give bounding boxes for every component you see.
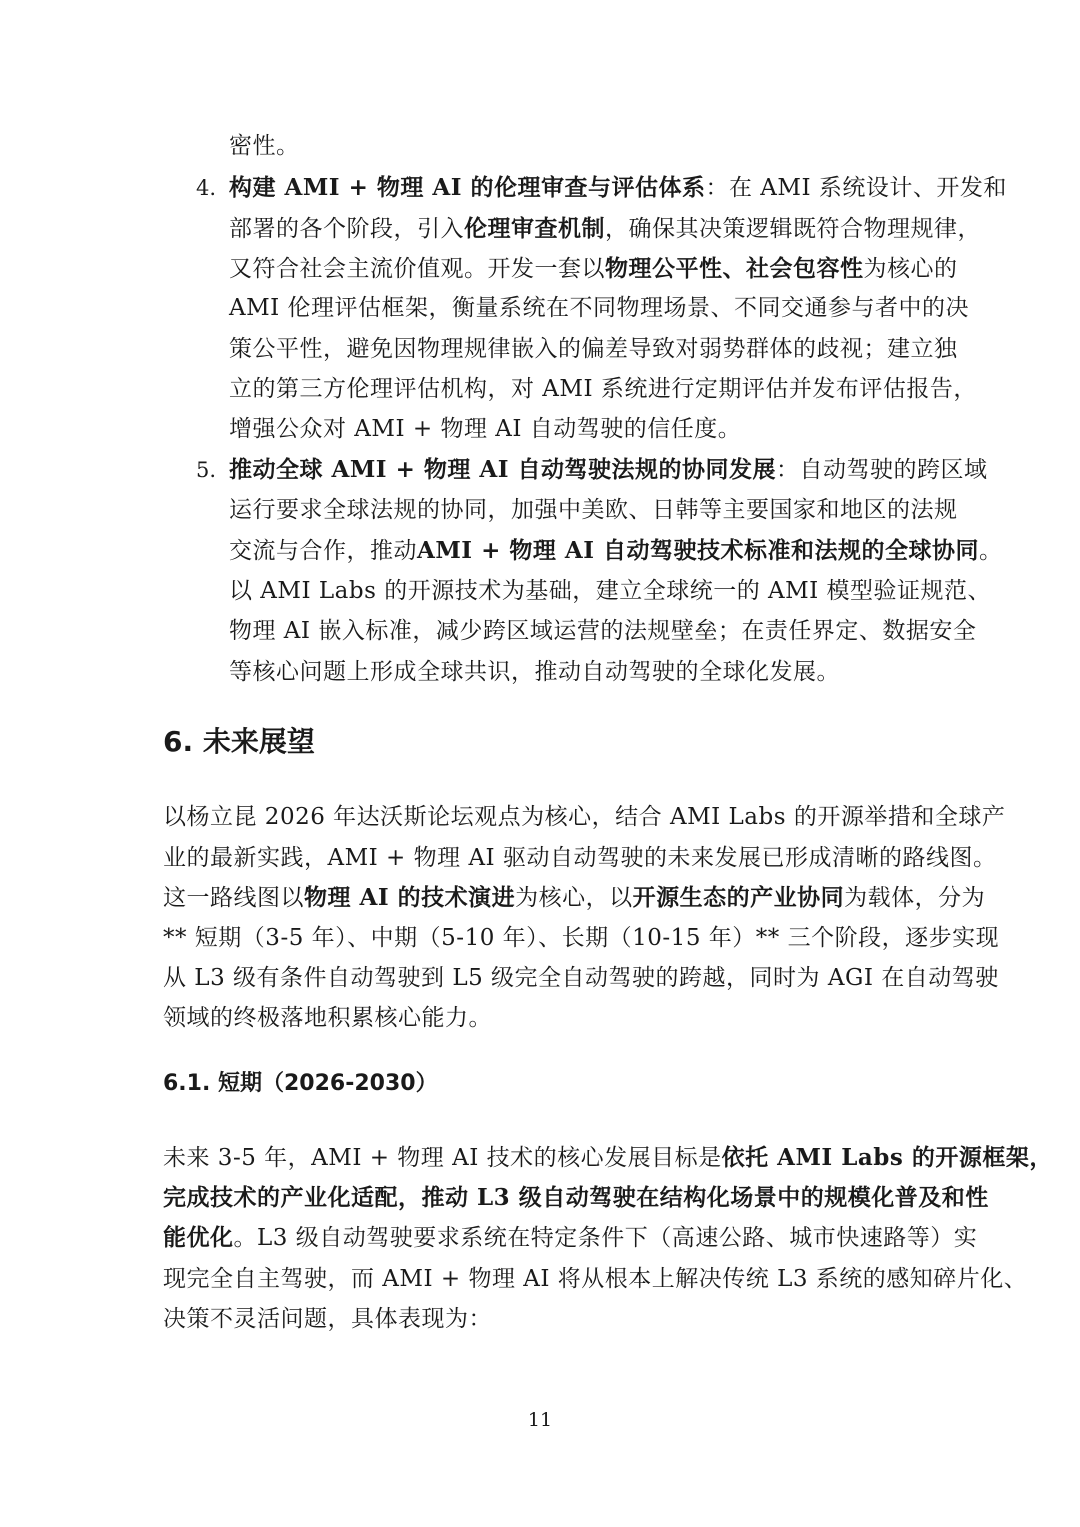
list-item-5-line-4: 以 AMI Labs 的开源技术为基础，建立全球统一的 AMI 模型验证规范、 (229, 578, 992, 604)
section6-1-paragraph-line-5: 决策不灵活问题，具体表现为： (163, 1306, 492, 1332)
list-number-5: 5. (196, 458, 217, 482)
list-number-4: 4. (196, 176, 217, 200)
section6-paragraph-line-2: 业的最新实践，AMI + 物理 AI 驱动自动驾驶的未来发展已形成清晰的路线图。 (163, 845, 997, 871)
list-item-4-line-4: AMI 伦理评估框架，衡量系统在不同物理场景、不同交通参与者中的决 (229, 295, 970, 321)
list-item-4-line-6: 立的第三方伦理评估机构，对 AMI 系统进行定期评估并发布评估报告， (229, 376, 977, 402)
section6-paragraph-line-5: 从 L3 级有条件自动驾驶到 L5 级完全自动驾驶的跨越，同时为 AGI 在自动驾驶 (163, 965, 999, 991)
section-heading-6: 6. 未来展望 (163, 725, 315, 758)
list-item-4-line-5: 策公平性，避免因物理规律嵌入的偏差导致对弱势群体的歧视；建立独 (229, 336, 958, 362)
page-number: 11 (527, 1409, 553, 1431)
list-item-5-line-6: 等核心问题上形成全球共识，推动自动驾驶的全球化发展。 (229, 659, 840, 685)
section-heading-6-1: 6.1. 短期（2026-2030） (163, 1071, 438, 1096)
section6-1-paragraph-line-2: 完成技术的产业化适配，推动 L3 级自动驾驶在结构化场景中的规模化普及和性 (163, 1184, 989, 1211)
list-item-4-line-1: 构建 AMI + 物理 AI 的伦理审查与评估体系：在 AMI 系统设计、开发和 (229, 174, 1007, 201)
list-item-5-line-1: 推动全球 AMI + 物理 AI 自动驾驶法规的协同发展：自动驾驶的跨区域 (229, 456, 988, 483)
item4-title-bold: 构建 AMI + 物理 AI 的伦理审查与评估体系 (229, 174, 706, 201)
list-item-3-tail: 密性。 (229, 133, 300, 159)
section6-1-paragraph-line-3: 能优化。L3 级自动驾驶要求系统在特定条件下（高速公路、城市快速路等）实 (163, 1224, 978, 1251)
item5-title-bold: 推动全球 AMI + 物理 AI 自动驾驶法规的协同发展 (229, 456, 776, 483)
list-item-4-line-3: 又符合社会主流价值观。开发一套以物理公平性、社会包容性为核心的 (229, 255, 958, 282)
list-item-5-line-2: 运行要求全球法规的协同，加强中美欧、日韩等主要国家和地区的法规 (229, 497, 958, 523)
list-item-4-line-7: 增强公众对 AMI + 物理 AI 自动驾驶的信任度。 (229, 416, 742, 442)
list-item-5-line-3: 交流与合作，推动AMI + 物理 AI 自动驾驶技术标准和法规的全球协同。 (229, 537, 1003, 564)
section6-1-paragraph-line-4: 现完全自主驾驶，而 AMI + 物理 AI 将从根本上解决传统 L3 系统的感知碎片化、 (163, 1266, 1028, 1292)
section6-paragraph-line-1: 以杨立昆 2026 年达沃斯论坛观点为核心，结合 AMI Labs 的开源举措和全球产 (163, 804, 1006, 830)
section6-paragraph-line-3: 这一路线图以物理 AI 的技术演进为核心，以开源生态的产业协同为载体，分为 (163, 884, 986, 911)
section6-1-paragraph-line-1: 未来 3-5 年，AMI + 物理 AI 技术的核心发展目标是依托 AMI Labs 的开源框架， (163, 1144, 1053, 1171)
list-item-4-line-2: 部署的各个阶段，引入伦理审查机制，确保其决策逻辑既符合物理规律， (229, 215, 981, 242)
section6-paragraph-line-4: ** 短期（3-5 年）、中期（5-10 年）、长期（10-15 年）** 三个阶段，逐步实现 (163, 925, 1000, 951)
section6-paragraph-line-6: 领域的终极落地积累核心能力。 (163, 1005, 492, 1031)
list-item-5-line-5: 物理 AI 嵌入标准，减少跨区域运营的法规壁垒；在责任界定、数据安全 (229, 618, 977, 644)
